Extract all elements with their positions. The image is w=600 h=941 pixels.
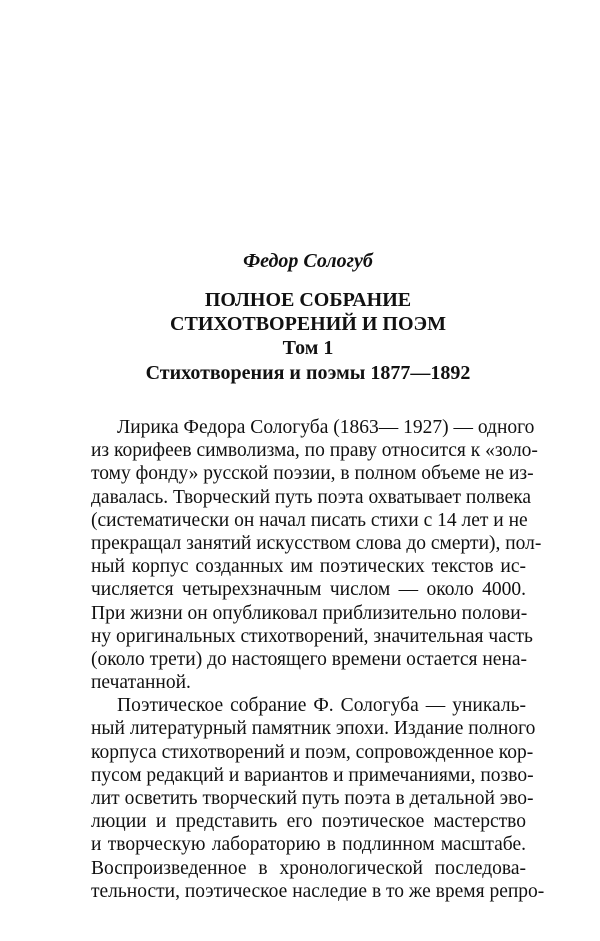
- text-line: прекращал занятий искусством слова до смерти), пол-: [91, 532, 542, 554]
- title-line-1: ПОЛНОЕ СОБРАНИЕ: [204, 289, 412, 311]
- text-line: ный литературный памятник эпохи. Издание полного: [91, 718, 536, 740]
- text-line: корпуса стихотворений и поэм, сопровожденное кор-: [91, 741, 534, 763]
- text-line: тельности, поэтическое наследие в то же время репро-: [91, 880, 545, 902]
- title-line-2: СТИХОТВОРЕНИЙ И ПОЭМ: [170, 313, 446, 335]
- text-line: При жизни он опубликовал приблизительно полови-: [91, 602, 528, 624]
- text-line: Поэтическое собрание Ф. Сологуба — уникаль-: [117, 695, 526, 717]
- subtitle: Стихотворения и поэмы 1877—1892: [145, 362, 471, 384]
- text-line: из корифеев символизма, по праву относится к «золо-: [91, 440, 538, 462]
- text-line: числяется четырехзначным числом — около 4000.: [91, 579, 526, 601]
- text-line: тому фонду» русской поэзии, в полном объеме не из-: [91, 463, 534, 485]
- body-text: [91, 416, 545, 903]
- text-line: Воспроизведенное в хронологической последова-: [91, 857, 526, 879]
- text-line: люции и представить его поэтическое мастерство: [91, 811, 526, 833]
- text-line: давалась. Творческий путь поэта охватывает полвека: [91, 486, 532, 508]
- text-line: пусом редакций и вариантов и примечаниями, позво-: [91, 764, 534, 786]
- text-line: Лирика Федора Сологуба (1863— 1927) — одного: [117, 417, 535, 438]
- text-line: ну оригинальных стихотворений, значительная часть: [91, 625, 533, 647]
- text-line: ный корпус созданных им поэтических текстов ис-: [91, 556, 526, 578]
- author-name: Федор Сологуб: [243, 250, 373, 272]
- volume-label: Том 1: [282, 337, 334, 359]
- text-line: (около трети) до настоящего времени остается нена-: [91, 648, 528, 670]
- text-line: (систематически он начал писать стихи с 14 лет и не: [91, 509, 528, 531]
- text-line: лит осветить творческий путь поэта в детальной эво-: [91, 788, 534, 809]
- text-line: печатанной.: [91, 672, 191, 694]
- text-line: и творческую лабораторию в подлинном масштабе.: [91, 834, 526, 856]
